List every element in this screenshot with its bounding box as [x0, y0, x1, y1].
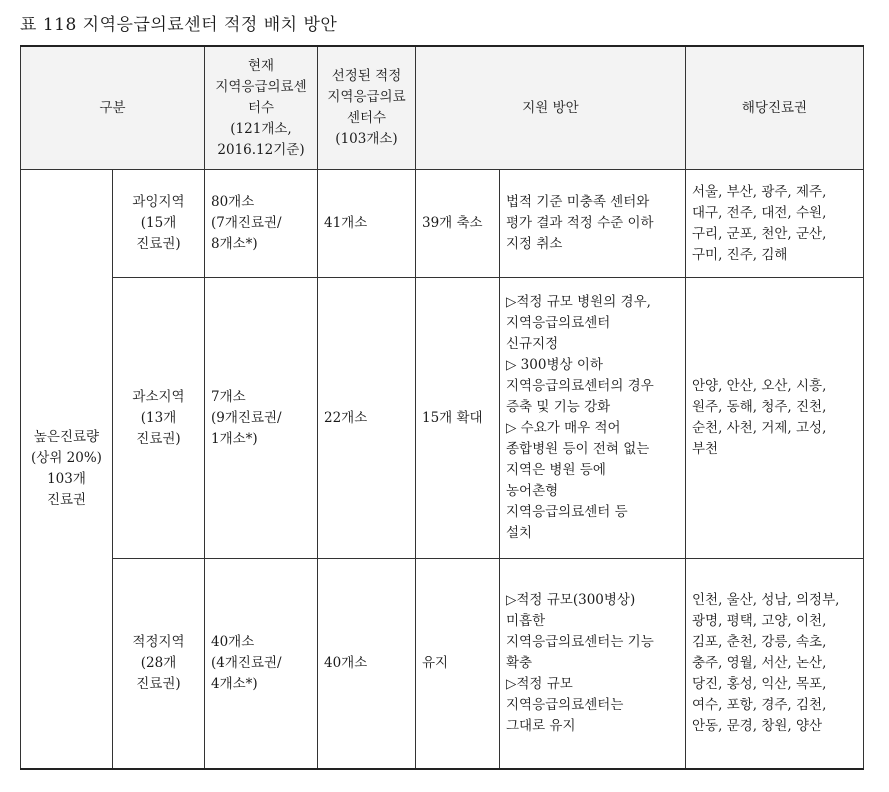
plan-detail: 법적 기준 미충족 센터와 평가 결과 적정 수준 이하 지정 취소 — [500, 170, 686, 278]
table-row — [21, 559, 864, 769]
header-row — [21, 46, 864, 170]
table-caption: 표 118 지역응급의료센터 적정 배치 방안 — [20, 15, 338, 35]
action: 15개 확대 — [416, 278, 500, 559]
region-list: 안양, 안산, 오산, 시흥, 원주, 동해, 청주, 진천, 순천, 사천, 거제, 고성, 부천 — [686, 278, 864, 559]
table-row — [21, 278, 864, 559]
action: 39개 축소 — [416, 170, 500, 278]
table-row — [21, 170, 864, 278]
plan-detail: ▷적정 규모(300병상) 미흡한 지역응급의료센터는 기능 확충 ▷적정 규모 지역응급의료센터는 그대로 유지 — [500, 559, 686, 769]
selected-count: 22개소 — [318, 278, 416, 559]
header-regions: 해당진료권 — [686, 46, 864, 170]
region-type: 적정지역 (28개 진료권) — [113, 559, 205, 769]
header-support-plan: 지원 방안 — [416, 46, 686, 170]
region-type: 과잉지역 (15개 진료권) — [113, 170, 205, 278]
placement-table — [20, 45, 864, 770]
region-list: 서울, 부산, 광주, 제주, 대구, 전주, 대전, 수원, 구리, 군포, 천안, 군산, 구미, 진주, 김해 — [686, 170, 864, 278]
current-count: 40개소 (4개진료권/ 4개소*) — [205, 559, 318, 769]
region-type: 과소지역 (13개 진료권) — [113, 278, 205, 559]
selected-count: 41개소 — [318, 170, 416, 278]
region-list: 인천, 울산, 성남, 의정부, 광명, 평택, 고양, 이천, 김포, 춘천, 강릉, 속초, 충주, 영월, 서산, 논산, 당진, 홍성, 익산, 목포, 여수, 포항, 경주, 김천, 안동, 문경, 창원, 양산 — [686, 559, 864, 769]
plan-detail: ▷적정 규모 병원의 경우, 지역응급의료센터 신규지정 ▷ 300병상 이하 지역응급의료센터의 경우 증축 및 기능 강화 ▷ 수요가 매우 적어 종합병원 등이 전혀 없는 지역은 병원 등에 농어촌형 지역응급의료센터 등 설치 — [500, 278, 686, 559]
current-count: 7개소 (9개진료권/ 1개소*) — [205, 278, 318, 559]
header-category: 구분 — [21, 46, 205, 170]
group-label: 높은진료량 (상위 20%) 103개 진료권 — [21, 170, 113, 769]
selected-count: 40개소 — [318, 559, 416, 769]
action: 유지 — [416, 559, 500, 769]
header-selected-count: 선정된 적정 지역응급의료 센터수 (103개소) — [318, 46, 416, 170]
header-current-count: 현재 지역응급의료센 터수 (121개소, 2016.12기준) — [205, 46, 318, 170]
current-count: 80개소 (7개진료권/ 8개소*) — [205, 170, 318, 278]
